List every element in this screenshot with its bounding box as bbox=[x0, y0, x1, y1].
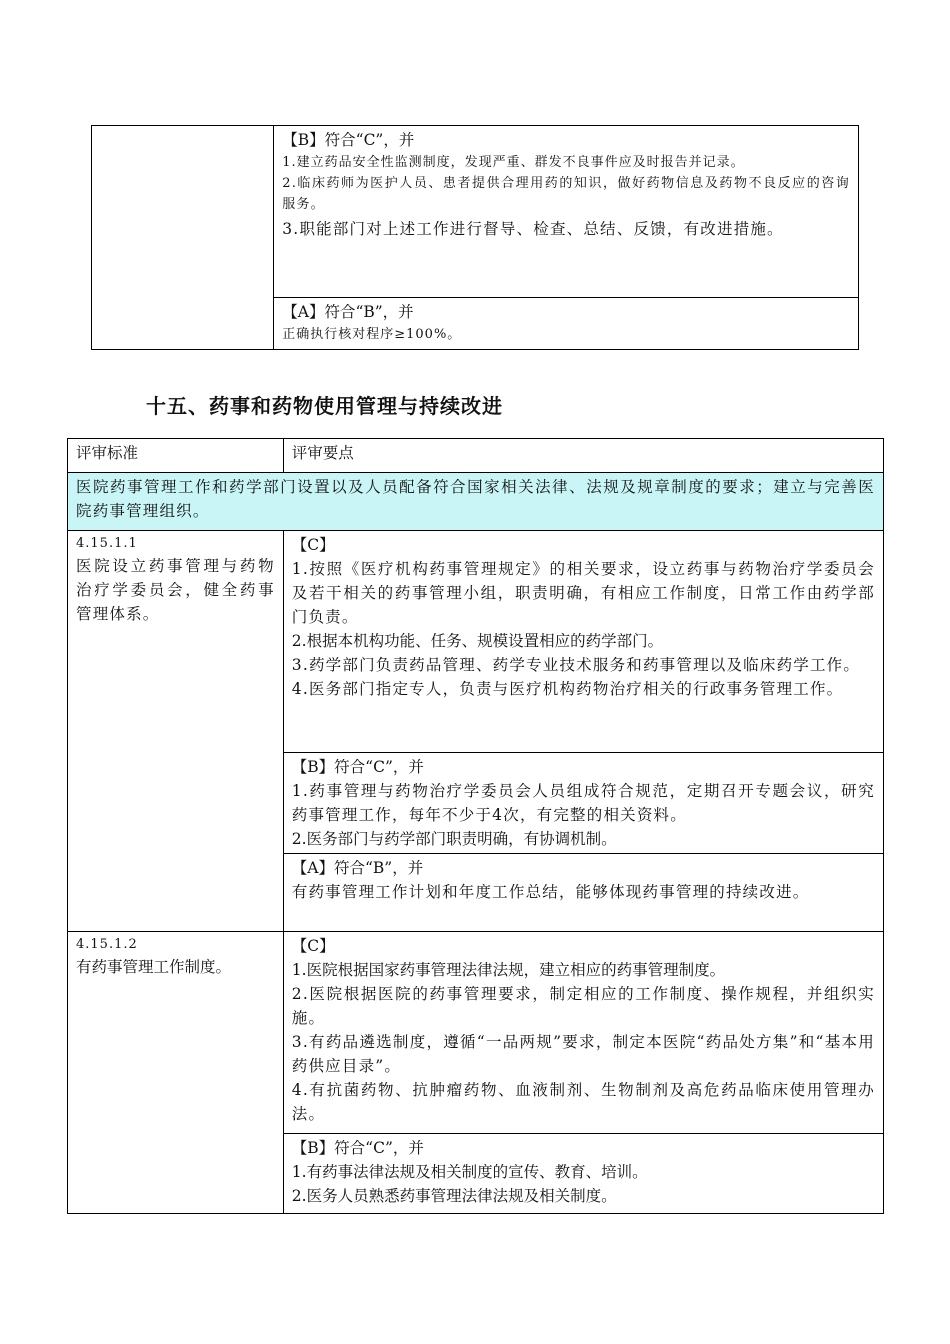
grade-c-cell bbox=[283, 932, 883, 1134]
standard-cell bbox=[68, 932, 284, 1214]
grade-a-cell bbox=[274, 298, 859, 350]
grade-a-header: 【A】符合“B”，并 bbox=[291, 859, 424, 877]
standard-cell bbox=[68, 531, 284, 932]
grade-c-item: 4.医务部门指定专人，负责与医疗机构药物治疗相关的行政事务管理工作。 bbox=[291, 680, 844, 698]
grade-b-item: 2.临床药师为医护人员、患者提供合理用药的知识，做好药物信息及药物不良反应的咨询服务。 bbox=[282, 176, 850, 212]
col-header-standard: 评审标准 bbox=[68, 439, 284, 473]
grade-b-header: 【B】符合“C”，并 bbox=[291, 1139, 424, 1157]
grade-b-item: 2.医务部门与药学部门职责明确，有协调机制。 bbox=[291, 830, 617, 848]
grade-a-cell bbox=[283, 854, 883, 932]
section-intro: 医院药事管理工作和药学部门设置以及人员配备符合国家相关法律、法规及规章制度的要求；建立与完善医院药事管理组织。 bbox=[68, 473, 884, 531]
grade-a-header: 【A】符合“B”，并 bbox=[282, 303, 414, 321]
grade-c-item: 3.药学部门负责药品管理、药学专业技术服务和药事管理以及临床药学工作。 bbox=[291, 656, 861, 674]
grade-c-cell bbox=[283, 531, 883, 753]
grade-b-cell bbox=[274, 126, 859, 298]
previous-table bbox=[91, 125, 859, 350]
grade-c-item: 4.有抗菌药物、抗肿瘤药物、血液制剂、生物制剂及高危药品临床使用管理办法。 bbox=[291, 1081, 875, 1123]
grade-c-item: 1.按照《医疗机构药事管理规定》的相关要求，设立药事与药物治疗学委员会及若干相关的药事管理小组，职责明确，有相应工作制度，日常工作由药学部门负责。 bbox=[291, 560, 875, 626]
standard-code: 4.15.1.1 bbox=[76, 536, 138, 551]
grade-b-header: 【B】符合“C”，并 bbox=[291, 758, 424, 776]
grade-c-item: 1.医院根据国家药事管理法律法规，建立相应的药事管理制度。 bbox=[291, 961, 726, 979]
grade-c-item: 2.医院根据医院的药事管理要求，制定相应的工作制度、操作规程，并组织实施。 bbox=[291, 985, 875, 1027]
grade-a-item: 正确执行核对程序≥100%。 bbox=[282, 327, 462, 342]
col-header-points: 评审要点 bbox=[283, 439, 883, 473]
grade-b-item: 3.职能部门对上述工作进行督导、检查、总结、反馈，有改进措施。 bbox=[282, 220, 784, 238]
grade-b-header: 【B】符合“C”，并 bbox=[282, 131, 415, 149]
grade-c-item: 2.根据本机构功能、任务、规模设置相应的药学部门。 bbox=[291, 632, 664, 650]
standards-table bbox=[67, 438, 884, 1214]
standard-text: 有药事管理工作制度。 bbox=[76, 958, 232, 976]
grade-b-item: 2.医务人员熟悉药事管理法律法规及相关制度。 bbox=[291, 1187, 617, 1205]
grade-b-cell bbox=[283, 1134, 883, 1214]
standard-code: 4.15.1.2 bbox=[76, 937, 138, 952]
grade-b-cell bbox=[283, 753, 883, 854]
grade-b-item: 1.有药事法律法规及相关制度的宣传、教育、培训。 bbox=[291, 1163, 648, 1181]
grade-c-header: 【C】 bbox=[291, 536, 335, 554]
standard-text: 医院设立药事管理与药物治疗学委员会，健全药事管理体系。 bbox=[76, 557, 275, 623]
empty-standard-cell bbox=[92, 126, 274, 350]
grade-a-item: 有药事管理工作计划和年度工作总结，能够体现药事管理的持续改进。 bbox=[291, 883, 810, 901]
grade-b-item: 1.药事管理与药物治疗学委员会人员组成符合规范，定期召开专题会议，研究药事管理工作，每年不少于4次，有完整的相关资料。 bbox=[291, 782, 875, 824]
grade-c-item: 3.有药品遴选制度，遵循“一品两规”要求，制定本医院“药品处方集”和“基本用药供应目录”。 bbox=[291, 1033, 875, 1075]
grade-c-header: 【C】 bbox=[291, 937, 335, 955]
grade-b-item: 1.建立药品安全性监测制度，发现严重、群发不良事件应及时报告并记录。 bbox=[282, 155, 745, 170]
section-title: 十五、药事和药物使用管理与持续改进 bbox=[146, 394, 503, 418]
